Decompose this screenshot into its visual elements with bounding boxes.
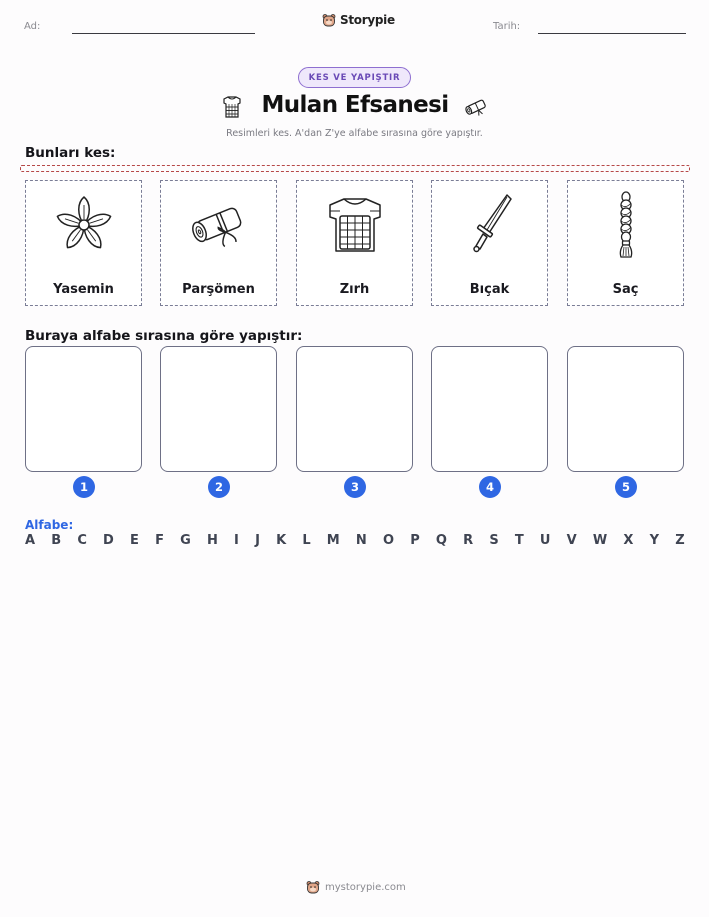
alphabet-letter: V — [566, 533, 577, 548]
alphabet-row — [25, 533, 685, 548]
brand-name: Storypie — [340, 13, 395, 27]
paste-slot-4[interactable] — [431, 346, 548, 472]
instructions: Resimleri kes. A'dan Z'ye alfabe sırasına göre yapıştır. — [226, 128, 483, 139]
date-label: Tarih: — [493, 21, 521, 32]
alphabet-letter: D — [103, 533, 114, 548]
alphabet-letter: Q — [435, 533, 447, 548]
knife-icon — [455, 189, 525, 259]
paste-slot-3[interactable] — [296, 346, 413, 472]
slot-number-1: 1 — [73, 476, 95, 498]
cut-card-knife[interactable] — [431, 180, 548, 306]
alphabet-letter: R — [463, 533, 474, 548]
card-label: Bıçak — [469, 282, 510, 297]
alphabet-letter: J — [255, 533, 260, 548]
alphabet-letter: H — [206, 533, 218, 548]
card-label: Yasemin — [53, 282, 114, 297]
scroll-icon — [184, 189, 254, 259]
slot-number-4: 4 — [479, 476, 501, 498]
date-line[interactable] — [538, 33, 686, 34]
page-title: Mulan Efsanesi — [261, 92, 449, 118]
name-line[interactable] — [72, 33, 255, 34]
alphabet-letter: O — [382, 533, 395, 548]
alphabet-letter: S — [489, 533, 499, 548]
alphabet-letter: B — [51, 533, 62, 548]
jasmine-flower-icon — [49, 189, 119, 259]
alphabet-letter: M — [326, 533, 340, 548]
alphabet-letter: A — [25, 533, 36, 548]
paste-section-label: Buraya alfabe sırasına göre yapıştır: — [25, 328, 303, 344]
cut-card-scroll[interactable] — [160, 180, 277, 306]
alphabet-letter: N — [355, 533, 367, 548]
cut-card-jasmine[interactable] — [25, 180, 142, 306]
card-label: Zırh — [339, 282, 370, 297]
brand-logo — [322, 13, 395, 27]
alphabet-letter: K — [276, 533, 287, 548]
cut-line — [20, 165, 690, 172]
slot-number-2: 2 — [208, 476, 230, 498]
alphabet-letter: Y — [649, 533, 660, 548]
alphabet-letter: L — [302, 533, 311, 548]
name-label: Ad: — [24, 21, 41, 32]
alphabet-letter: X — [623, 533, 634, 548]
paste-slot-2[interactable] — [160, 346, 277, 472]
bear-icon — [306, 880, 320, 894]
armor-icon — [320, 189, 390, 259]
cut-card-armor[interactable] — [296, 180, 413, 306]
alphabet-letter: E — [130, 533, 139, 548]
footer — [306, 880, 406, 894]
slot-number-3: 3 — [344, 476, 366, 498]
alphabet-letter: I — [234, 533, 239, 548]
alphabet-letter: W — [592, 533, 608, 548]
alphabet-letter: G — [180, 533, 191, 548]
alphabet-letter: P — [410, 533, 420, 548]
alphabet-letter: U — [539, 533, 551, 548]
activity-badge: KES VE YAPIŞTIR — [298, 67, 411, 88]
alphabet-letter: T — [514, 533, 524, 548]
braid-icon — [591, 189, 661, 259]
alphabet-letter: F — [155, 533, 164, 548]
slot-number-5: 5 — [615, 476, 637, 498]
alphabet-letter: Z — [675, 533, 685, 548]
bear-icon — [322, 13, 336, 27]
card-label: Saç — [612, 282, 639, 297]
footer-url: mystorypie.com — [325, 881, 406, 893]
cut-card-braid[interactable] — [567, 180, 684, 306]
armor-icon — [218, 93, 246, 121]
paste-slot-1[interactable] — [25, 346, 142, 472]
paste-slot-5[interactable] — [567, 346, 684, 472]
alphabet-letter: C — [77, 533, 87, 548]
cut-section-label: Bunları kes: — [25, 145, 116, 161]
card-label: Parşömen — [182, 282, 255, 297]
scroll-icon — [462, 93, 490, 121]
alphabet-label: Alfabe: — [25, 518, 74, 532]
